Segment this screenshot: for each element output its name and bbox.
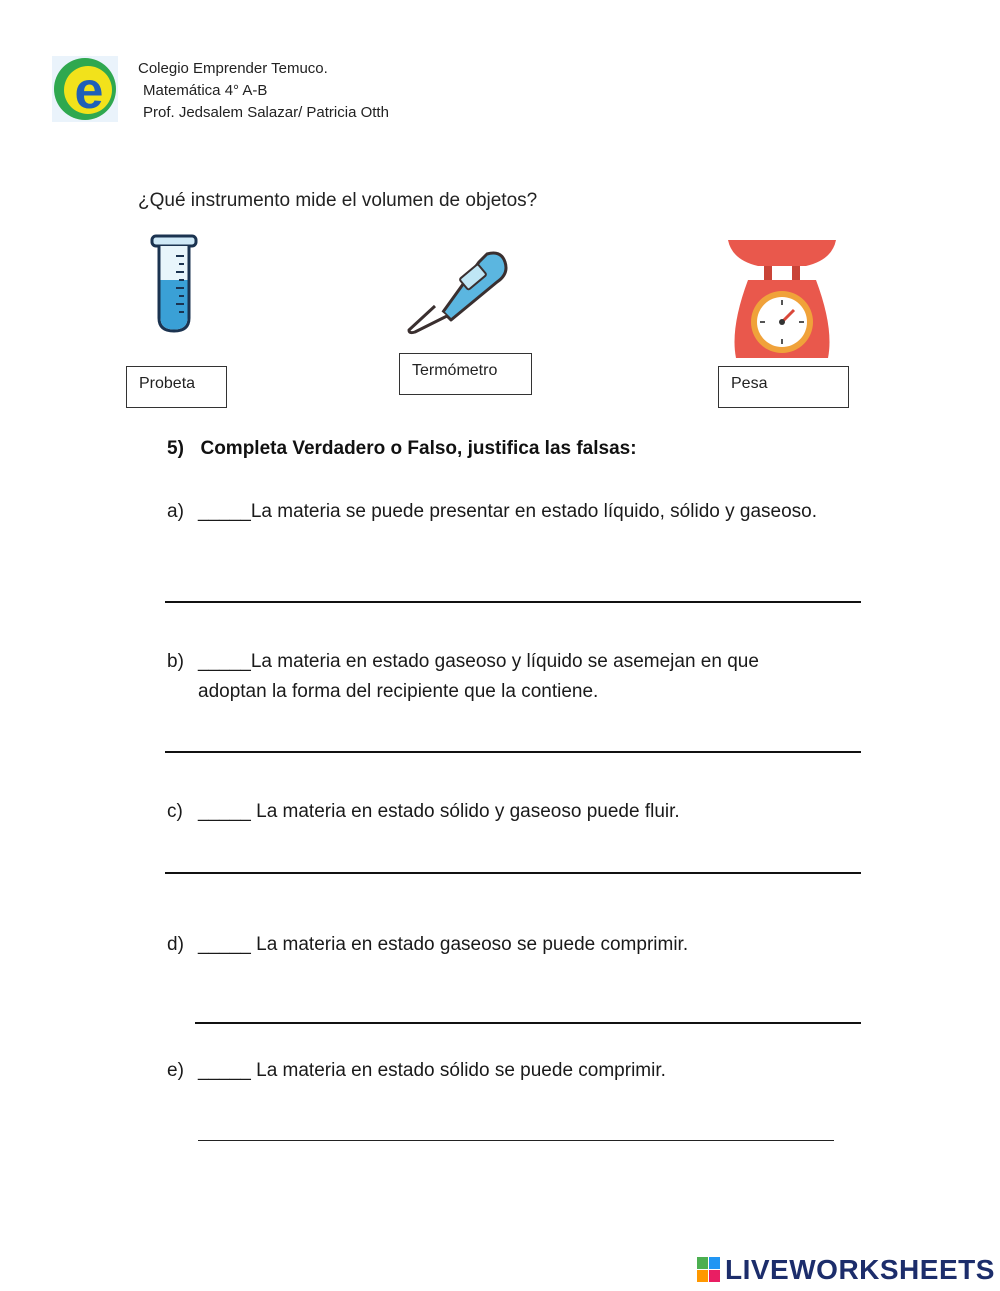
statement-letter: a) <box>167 501 184 522</box>
school-logo-icon <box>52 56 118 122</box>
justification-line-e[interactable] <box>198 1140 834 1141</box>
statement-e <box>167 1056 827 1086</box>
liveworksheets-badge-icon <box>697 1257 721 1283</box>
logo-letter: e <box>74 62 104 120</box>
option-pesa-box[interactable]: Pesa <box>718 366 849 408</box>
liveworksheets-logo <box>697 1254 995 1286</box>
kitchen-scale-icon <box>726 238 838 360</box>
justification-line-b[interactable] <box>165 751 861 753</box>
statement-d <box>167 930 827 960</box>
justification-line-c[interactable] <box>165 872 861 874</box>
statement-letter: b) <box>167 651 184 672</box>
section-title: Completa Verdadero o Falso, justifica las falsas: <box>200 438 637 459</box>
test-tube-icon <box>150 234 200 334</box>
section-heading <box>167 438 637 460</box>
thermometer-icon <box>405 248 511 338</box>
school-name: Colegio Emprender Temuco. <box>138 60 328 77</box>
section-number: 5) <box>167 438 184 459</box>
school-logo <box>52 56 118 122</box>
teachers-line: Prof. Jedsalem Salazar/ Patricia Otth <box>143 104 389 121</box>
statement-a <box>167 497 827 527</box>
question-text: ¿Qué instrumento mide el volumen de objetos? <box>138 190 538 211</box>
true-false-blank[interactable]: _____ <box>198 1060 251 1081</box>
justification-line-a[interactable] <box>165 601 861 603</box>
statement-text: La materia en estado gaseoso se puede comprimir. <box>250 934 689 955</box>
true-false-blank[interactable]: _____ <box>198 651 251 672</box>
true-false-blank[interactable]: _____ <box>198 801 251 822</box>
option-probeta-box[interactable]: Probeta <box>126 366 227 408</box>
true-false-blank[interactable]: _____ <box>198 934 251 955</box>
subject-line: Matemática 4° A-B <box>143 82 268 99</box>
statement-letter: c) <box>167 801 183 822</box>
statement-text: La materia se puede presentar en estado líquido, sólido y gaseoso. <box>250 501 817 522</box>
statement-letter: d) <box>167 934 184 955</box>
liveworksheets-wordmark: LIVEWORKSHEETS <box>725 1254 995 1285</box>
statement-text: La materia en estado sólido se puede comprimir. <box>250 1060 666 1081</box>
option-termometro-box[interactable]: Termómetro <box>399 353 532 395</box>
statement-c <box>167 797 827 827</box>
true-false-blank[interactable]: _____ <box>198 501 251 522</box>
statement-b <box>167 647 827 707</box>
justification-line-d[interactable] <box>195 1022 861 1024</box>
statement-letter: e) <box>167 1060 184 1081</box>
statement-text: La materia en estado gaseoso y líquido se asemejan en que adoptan la forma del recipiente que la contiene. <box>198 651 759 702</box>
statement-text: La materia en estado sólido y gaseoso puede fluir. <box>250 801 680 822</box>
